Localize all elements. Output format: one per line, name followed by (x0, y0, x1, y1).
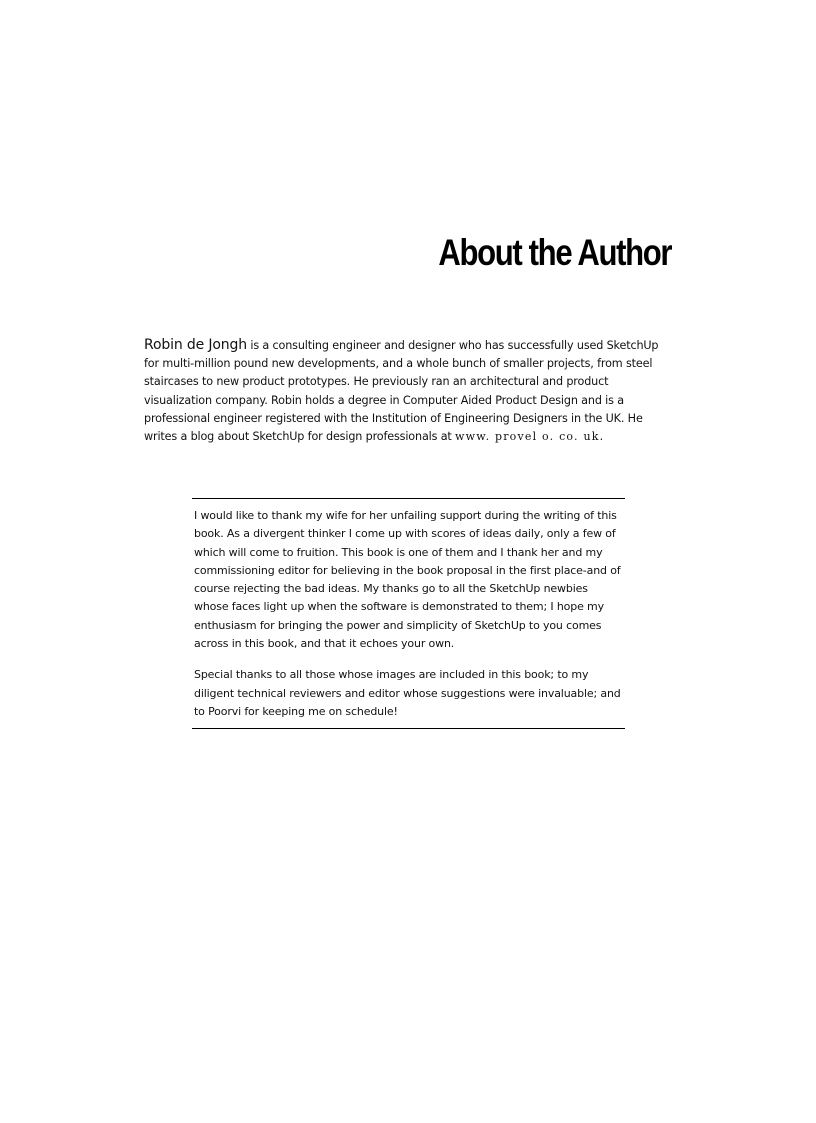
bio-url: www. provel o. co. uk (455, 430, 600, 444)
author-name: Robin de Jongh (144, 337, 247, 353)
page-title: About the Author (438, 232, 671, 273)
bio-url-suffix: . (599, 430, 604, 444)
acknowledgement-paragraph: I would like to thank my wife for her unfailing support during the writing of this book. As a divergent thinker I come up with scores of ideas daily, only a few of which will come to fruition. This book is one of them and I thank her and my commissioning editor for believing in the book proposal in the first place-and of course rejecting the bad ideas. My thanks go to all the SketchUp newbies whose faces light up when the software is demonstrated to them; I hope my enthusiasm for bringing the power and simplicity of SketchUp to you comes across in this book, and that it echoes your own. (194, 509, 621, 651)
acknowledgement-paragraph: Special thanks to all those whose images are included in this book; to my diligent technical reviewers and editor whose suggestions were invaluable; and to Poorvi for keeping me on schedule! (194, 668, 621, 718)
acknowledgements-box (192, 498, 625, 729)
author-bio (144, 336, 674, 446)
bio-text: is a consulting engineer and designer who has successfully used SketchUp for multi-million pound new developments, and a whole bunch of smaller projects, from steel staircases to new product prototypes. He previously ran an architectural and product visualization company. Robin holds a degree in Computer Aided Product Design and is a professional engineer registered with the Institution of Engineering Designers in the UK. He writes a blog about SketchUp for design professionals at (144, 339, 659, 444)
